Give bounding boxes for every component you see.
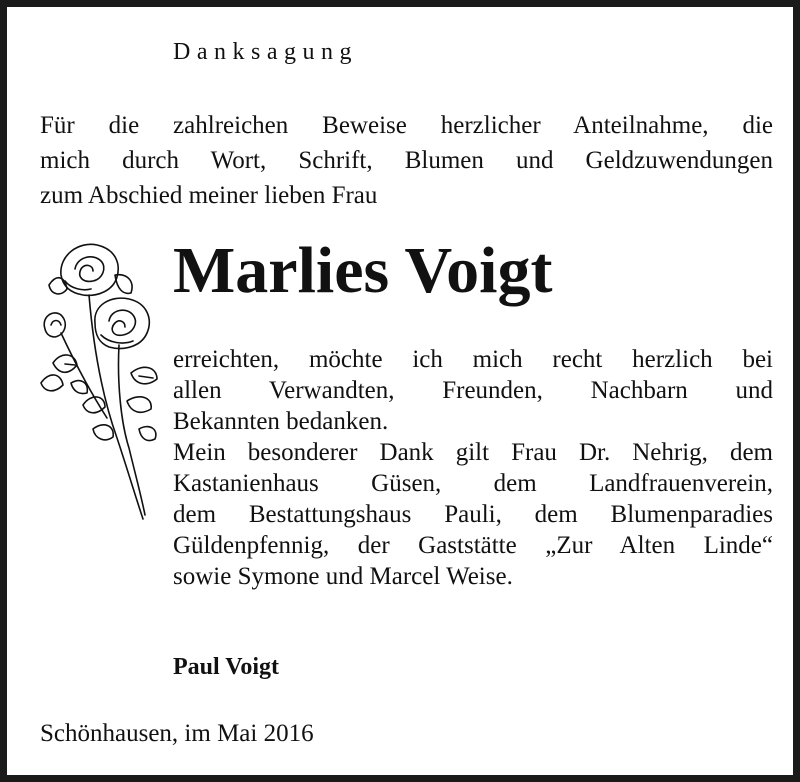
intro-line: zum Abschied meiner lieben Frau: [40, 182, 378, 209]
intro-line: Für die zahlreichen Beweise herzlicher Anteilnahme, die: [40, 112, 773, 139]
body-line: Mein besonderer Dank gilt Frau Dr. Nehrig, dem: [173, 439, 773, 466]
body-line: Kastanienhaus Güsen, dem Landfrauenverein,: [173, 470, 773, 497]
deceased-name: Marlies Voigt: [173, 234, 553, 307]
roses-illustration-icon: [31, 233, 171, 525]
body-paragraph: [173, 344, 773, 592]
body-line: Güldenpfennig, der Gaststätte „Zur Alten Linde“: [173, 532, 773, 559]
body-line: erreichten, möchte ich mich recht herzlich bei: [173, 346, 773, 373]
signature: Paul Voigt: [173, 654, 280, 680]
intro-paragraph: [40, 108, 773, 213]
body-line: Bekannten bedanken.: [173, 408, 389, 435]
place-date: Schönhausen, im Mai 2016: [40, 720, 314, 747]
notice-heading: Danksagung: [173, 39, 358, 65]
body-line: dem Bestattungshaus Pauli, dem Blumenparadies: [173, 501, 773, 528]
body-line: sowie Symone und Marcel Weise.: [173, 563, 513, 590]
body-line: allen Verwandten, Freunden, Nachbarn und: [173, 377, 773, 404]
intro-line: mich durch Wort, Schrift, Blumen und Geldzuwendungen: [40, 147, 773, 174]
